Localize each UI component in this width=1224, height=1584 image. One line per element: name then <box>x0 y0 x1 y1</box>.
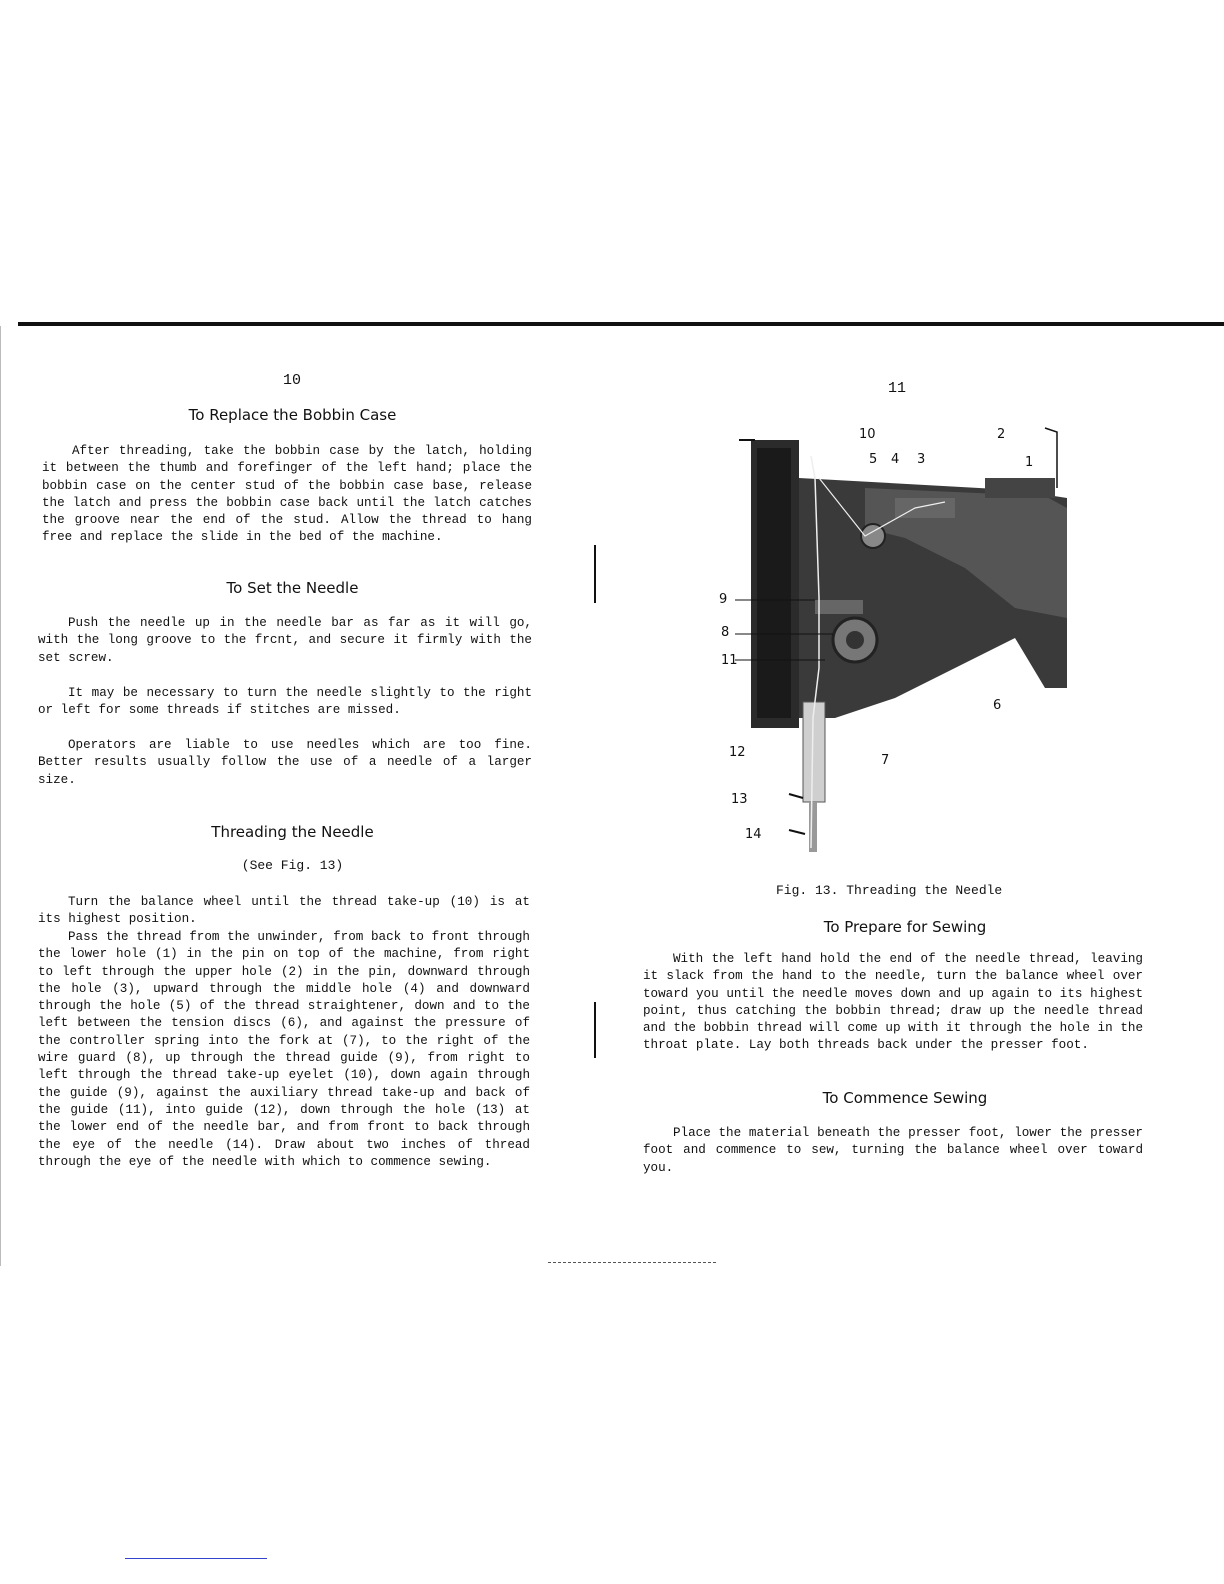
figure-label-4: 4 <box>891 452 900 467</box>
needle-bar <box>803 702 825 802</box>
paragraph-set-needle-1: Push the needle up in the needle bar as far as it will go, with the long groove to the frcnt, and secure it firmly with the set screw. <box>38 616 532 665</box>
page-number-right: 11 <box>888 380 907 397</box>
heading-prepare-sewing: To Prepare for Sewing <box>823 918 987 936</box>
subheading-see-fig: (See Fig. 13) <box>241 858 344 873</box>
figure-label-11: 11 <box>721 653 738 668</box>
thread-guide-plate <box>815 600 863 614</box>
figure-threading-diagram <box>715 418 1075 863</box>
heading-set-needle: To Set the Needle <box>226 579 359 597</box>
figure-label-12: 12 <box>729 745 746 760</box>
arrow-13 <box>789 794 803 798</box>
paragraph-set-needle-2: It may be necessary to turn the needle slightly to the right or left for some threads if stitches are missed. <box>38 686 532 718</box>
heading-threading-needle: Threading the Needle <box>211 823 374 841</box>
paragraph-threading-2: Pass the thread from the unwinder, from back to front through the lower hole (1) in the pin on top of the machine, from right to left through the upper hole (2) in the pin, downward through the hole (3), upward through the middle hole (4) and downward through the hole (5) of the thread straightener, down and to the left between the tension discs (6), and against the pressure of the controller spring into the fork at (7), to the right of the wire guard (8), up through the thread guide (9), from right to left through the thread take-up eyelet (10), down again through the guide (9), against the auxiliary thread take-up and back of the guide (11), into guide (12), down through the hole (13) at the lower end of the needle bar, and from front to back through the eye of the needle (14). Draw about two inches of thread through the eye of the needle with which to commence sewing. <box>38 930 530 1169</box>
paragraph-commence-sewing: Place the material beneath the presser foot, lower the presser foot and commence to sew, turning the balance wheel over toward you. <box>643 1126 1143 1175</box>
gutter-mark-lower <box>594 1002 596 1058</box>
figure-label-2: 2 <box>997 427 1006 442</box>
figure-label-7: 7 <box>881 753 890 768</box>
arm-top <box>985 478 1055 498</box>
figure-label-1: 1 <box>1025 455 1034 470</box>
arrow-14 <box>789 830 805 834</box>
figure-label-10: 10 <box>859 427 876 442</box>
page-number-left: 10 <box>283 372 302 389</box>
heading-replace-bobbin-case: To Replace the Bobbin Case <box>188 406 397 424</box>
figure-label-13: 13 <box>731 792 748 807</box>
paragraph-threading-1: Turn the balance wheel until the thread take-up (10) is at its highest position. <box>38 895 530 927</box>
figure-label-5: 5 <box>869 452 878 467</box>
top-border-rule <box>18 322 1224 326</box>
faceplate-panel <box>757 448 791 718</box>
gutter-mark-upper <box>594 545 596 603</box>
figure-label-8: 8 <box>721 625 730 640</box>
left-page-edge <box>0 326 1 1266</box>
tension-knob-center <box>846 631 864 649</box>
thread-straightener <box>895 498 955 518</box>
bottom-scan-artifact <box>548 1262 716 1264</box>
paragraph-set-needle-3: Operators are liable to use needles which are too fine. Better results usually follow the use of a needle of a larger size. <box>38 738 532 787</box>
blue-underline-artifact <box>125 1558 267 1559</box>
paragraph-prepare-sewing: With the left hand hold the end of the needle thread, leaving it slack from the hand to the needle, turn the balance wheel over toward you until the needle moves down and up again to its highest point, thus catching the bobbin thread; draw up the needle thread and the bobbin thread will come up with it through the hole in the throat plate. Lay both threads back under the presser foot. <box>643 952 1143 1053</box>
needle <box>809 802 817 852</box>
figure-caption: Fig. 13. Threading the Needle <box>776 883 1003 898</box>
figure-label-9: 9 <box>719 592 728 607</box>
figure-label-3: 3 <box>917 452 926 467</box>
heading-commence-sewing: To Commence Sewing <box>822 1089 988 1107</box>
figure-label-14: 14 <box>745 827 762 842</box>
figure-label-6: 6 <box>993 698 1002 713</box>
paragraph-replace-bobbin-case: After threading, take the bobbin case by the latch, holding it between the thumb and forefinger of the left hand; place the bobbin case on the center stud of the bobbin case base, release the latch and press the bobbin case back until the latch catches the groove near the end of the stud. Allow the thread to hang free and replace the slide in the bed of the machine. <box>42 444 532 545</box>
